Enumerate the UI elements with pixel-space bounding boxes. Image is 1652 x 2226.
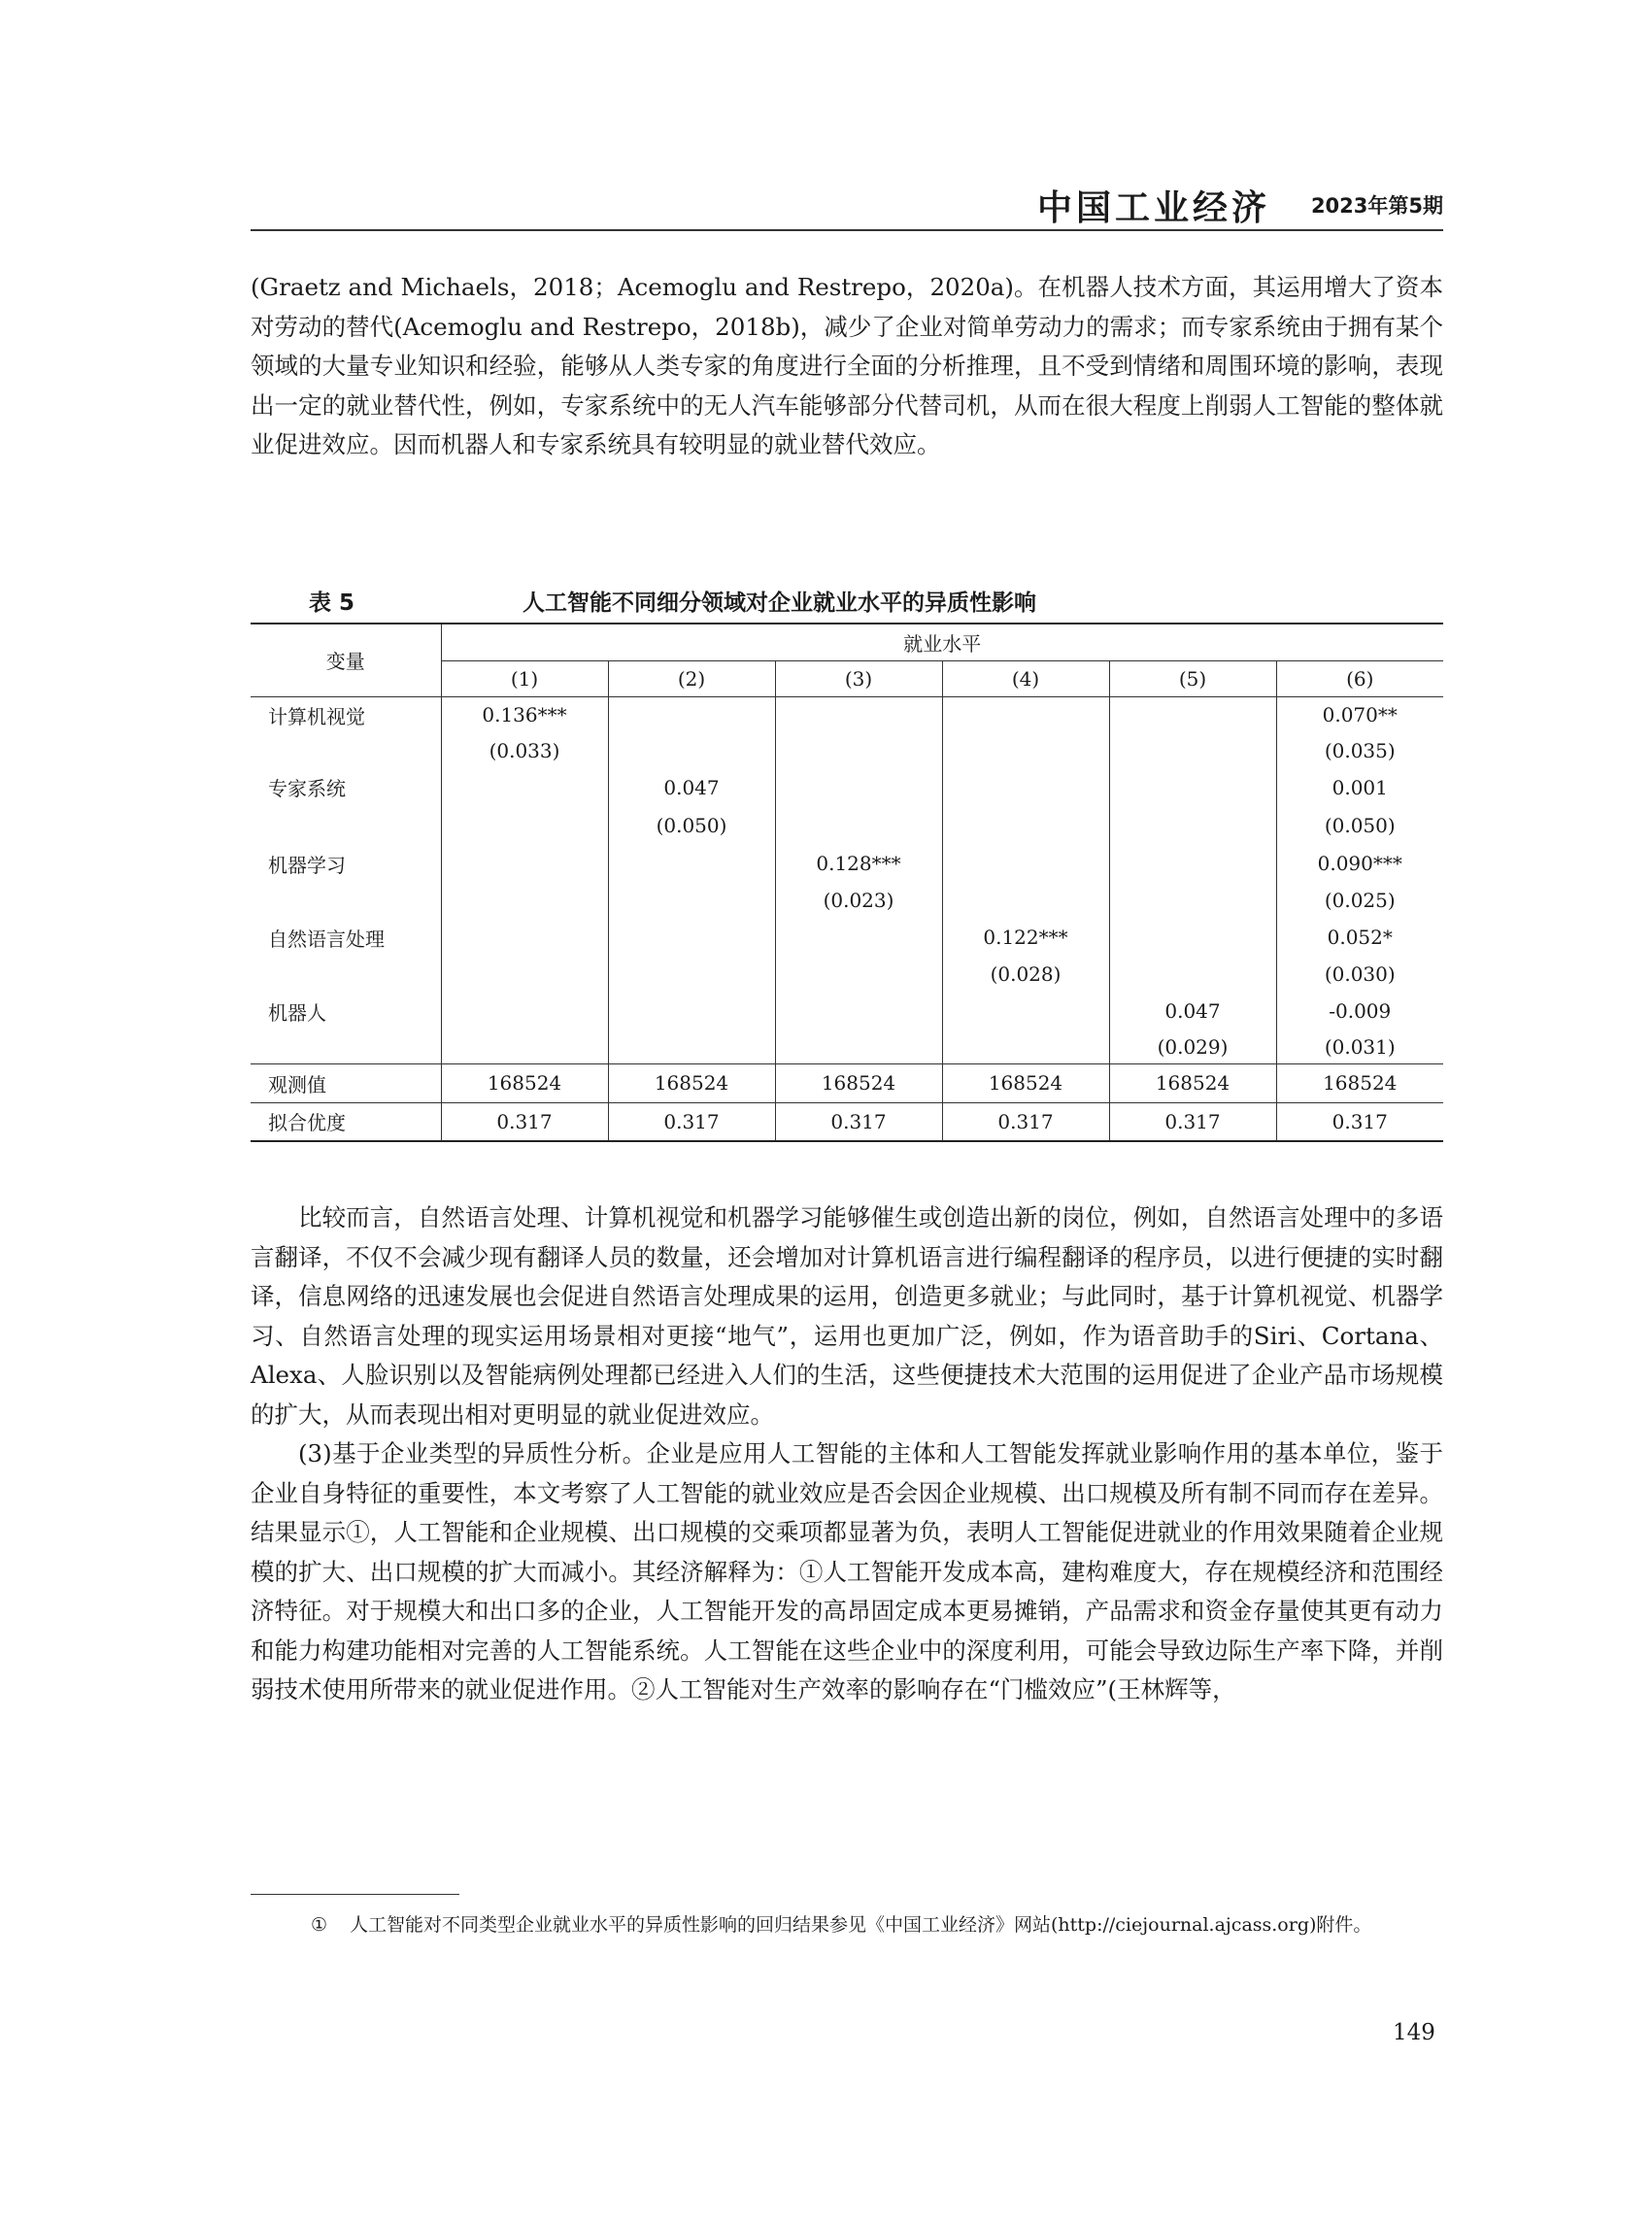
row-label: 专家系统 xyxy=(268,777,346,800)
stat-label: 观测值 xyxy=(268,1072,326,1096)
stat-cell: 168524 xyxy=(441,1063,608,1102)
running-header xyxy=(251,173,1443,231)
se-cell xyxy=(942,733,1109,767)
coef-cell: 0.122*** xyxy=(942,918,1109,957)
se-cell xyxy=(942,883,1109,918)
body-section xyxy=(251,1198,1443,1710)
coef-cell xyxy=(775,918,942,957)
se-cell xyxy=(775,733,942,767)
se-cell: (0.035) xyxy=(1276,733,1443,767)
col-header: (4) xyxy=(942,660,1109,696)
se-cell: (0.029) xyxy=(1109,1030,1276,1063)
coef-cell: 0.052* xyxy=(1276,918,1443,957)
table-title: 人工智能不同细分领域对企业就业水平的异质性影响 xyxy=(523,590,1036,616)
se-cell xyxy=(608,733,775,767)
row-label: 计算机视觉 xyxy=(268,704,365,728)
coef-cell xyxy=(942,844,1109,883)
coef-cell: 0.047 xyxy=(608,767,775,807)
coef-cell xyxy=(441,844,608,883)
coef-cell: 0.070** xyxy=(1276,696,1443,733)
coef-cell: 0.090*** xyxy=(1276,844,1443,883)
coef-cell xyxy=(775,696,942,733)
coef-cell xyxy=(1109,918,1276,957)
se-cell: (0.031) xyxy=(1276,1030,1443,1063)
coef-cell xyxy=(608,844,775,883)
row-label: 机器学习 xyxy=(268,853,346,877)
se-cell xyxy=(608,883,775,918)
se-cell xyxy=(608,957,775,992)
se-cell: (0.028) xyxy=(942,957,1109,992)
col-header: (6) xyxy=(1276,660,1443,696)
se-cell: (0.050) xyxy=(608,807,775,844)
footnote-mark: ① xyxy=(311,1914,328,1936)
stat-cell: 0.317 xyxy=(942,1102,1109,1141)
se-cell xyxy=(608,1030,775,1063)
var-header: 变量 xyxy=(251,624,441,696)
coef-cell xyxy=(608,992,775,1030)
se-cell: (0.030) xyxy=(1276,957,1443,992)
stat-cell: 0.317 xyxy=(775,1102,942,1141)
se-cell: (0.033) xyxy=(441,733,608,767)
coef-cell xyxy=(942,696,1109,733)
issue-label: 2023年第5期 xyxy=(1310,194,1443,218)
table-caption xyxy=(251,581,1443,620)
se-cell xyxy=(942,1030,1109,1063)
se-cell xyxy=(441,957,608,992)
se-cell xyxy=(441,1030,608,1063)
coef-cell xyxy=(608,696,775,733)
coef-cell xyxy=(441,767,608,807)
group-header: 就业水平 xyxy=(441,624,1443,660)
se-cell xyxy=(775,957,942,992)
se-cell: (0.023) xyxy=(775,883,942,918)
regression-table xyxy=(251,623,1443,1142)
coef-cell: 0.047 xyxy=(1109,992,1276,1030)
paragraph-top xyxy=(251,268,1443,465)
stat-label: 拟合优度 xyxy=(268,1111,346,1135)
stat-cell: 0.317 xyxy=(441,1102,608,1141)
col-header: (2) xyxy=(608,660,775,696)
coef-cell: -0.009 xyxy=(1276,992,1443,1030)
se-cell xyxy=(1109,883,1276,918)
coef-cell xyxy=(1109,696,1276,733)
coef-cell xyxy=(1109,767,1276,807)
paragraph-2: 比较而言，自然语言处理、计算机视觉和机器学习能够催生或创造出新的岗位，例如，自然语言处理中的多语言翻译，不仅不会减少现有翻译人员的数量，还会增加对计算机语言进行编程翻译的程序员，以进行便捷的实时翻译，信息网络的迅速发展也会促进自然语言处理成果的运用，创造更多就业；与此同时，基于计算机视觉、机器学习、自然语言处理的现实运用场景相对更接“地气”，运用也更加广泛，例如，作为语音助手的Siri、Cortana、Alexa、人脸识别以及智能病例处理都已经进入人们的生活，这些便捷技术大范围的运用促进了企业产品市场规模的扩大，从而表现出相对更明显的就业促进效应。 xyxy=(251,1203,1443,1429)
coef-cell: 0.136*** xyxy=(441,696,608,733)
footnote-divider xyxy=(251,1894,459,1895)
se-cell xyxy=(441,807,608,844)
coef-cell xyxy=(441,918,608,957)
stat-cell: 168524 xyxy=(775,1063,942,1102)
page-number: 149 xyxy=(1393,2020,1435,2045)
coef-cell: 0.001 xyxy=(1276,767,1443,807)
coef-cell xyxy=(1109,844,1276,883)
se-cell xyxy=(1109,807,1276,844)
coef-cell xyxy=(942,767,1109,807)
stat-cell: 0.317 xyxy=(1276,1102,1443,1141)
coef-cell xyxy=(942,992,1109,1030)
stat-cell: 0.317 xyxy=(1109,1102,1276,1141)
footnote xyxy=(251,1906,1443,1943)
paragraph-3: (3)基于企业类型的异质性分析。企业是应用人工智能的主体和人工智能发挥就业影响作用的基本单位，鉴于企业自身特征的重要性，本文考察了人工智能的就业效应是否会因企业规模、出口规模及所有制不同而存在差异。结果显示①，人工智能和企业规模、出口规模的交乘项都显著为负，表明人工智能促进就业的作用效果随着企业规模的扩大、出口规模的扩大而减小。其经济解释为：①人工智能开发成本高，建构难度大，存在规模经济和范围经济特征。对于规模大和出口多的企业，人工智能开发的高昂固定成本更易摊销，产品需求和资金存量使其更有动力和能力构建功能相对完善的人工智能系统。人工智能在这些企业中的深度利用，可能会导致边际生产率下降，并削弱技术使用所带来的就业促进作用。②人工智能对生产效率的影响存在“门槛效应”(王林辉等， xyxy=(251,1439,1443,1703)
table-label: 表 5 xyxy=(309,590,355,616)
paragraph-top-text: (Graetz and Michaels，2018；Acemoglu and Restrepo，2020a)。在机器人技术方面，其运用增大了资本对劳动的替代(Acemoglu and Restrepo，2018b)，减少了企业对简单劳动力的需求；而专家系统由于拥有某个领域的大量专业知识和经验，能够从人类专家的角度进行全面的分析推理，且不受到情绪和周围环境的影响，表现出一定的就业替代性，例如，专家系统中的无人汽车能够部分代替司机，从而在很大程度上削弱人工智能的整体就业促进效应。因而机器人和专家系统具有较明显的就业替代效应。 xyxy=(251,273,1443,458)
coef-cell: 0.128*** xyxy=(775,844,942,883)
journal-name: 中国工业经济 xyxy=(1036,188,1270,228)
col-header: (1) xyxy=(441,660,608,696)
col-header: (5) xyxy=(1109,660,1276,696)
coef-cell xyxy=(441,992,608,1030)
footnote-text: 人工智能对不同类型企业就业水平的异质性影响的回归结果参见《中国工业经济》网站(http://ciejournal.ajcass.org)附件。 xyxy=(350,1914,1372,1936)
se-cell xyxy=(775,807,942,844)
col-header: (3) xyxy=(775,660,942,696)
se-cell xyxy=(441,883,608,918)
stat-cell: 168524 xyxy=(608,1063,775,1102)
row-label: 自然语言处理 xyxy=(268,927,385,951)
stat-cell: 168524 xyxy=(1276,1063,1443,1102)
stat-cell: 0.317 xyxy=(608,1102,775,1141)
coef-cell xyxy=(775,767,942,807)
coef-cell xyxy=(608,918,775,957)
coef-cell xyxy=(775,992,942,1030)
stat-cell: 168524 xyxy=(942,1063,1109,1102)
se-cell xyxy=(942,807,1109,844)
se-cell: (0.050) xyxy=(1276,807,1443,844)
stat-cell: 168524 xyxy=(1109,1063,1276,1102)
row-label: 机器人 xyxy=(268,1000,326,1025)
se-cell xyxy=(1109,957,1276,992)
se-cell xyxy=(775,1030,942,1063)
se-cell: (0.025) xyxy=(1276,883,1443,918)
se-cell xyxy=(1109,733,1276,767)
